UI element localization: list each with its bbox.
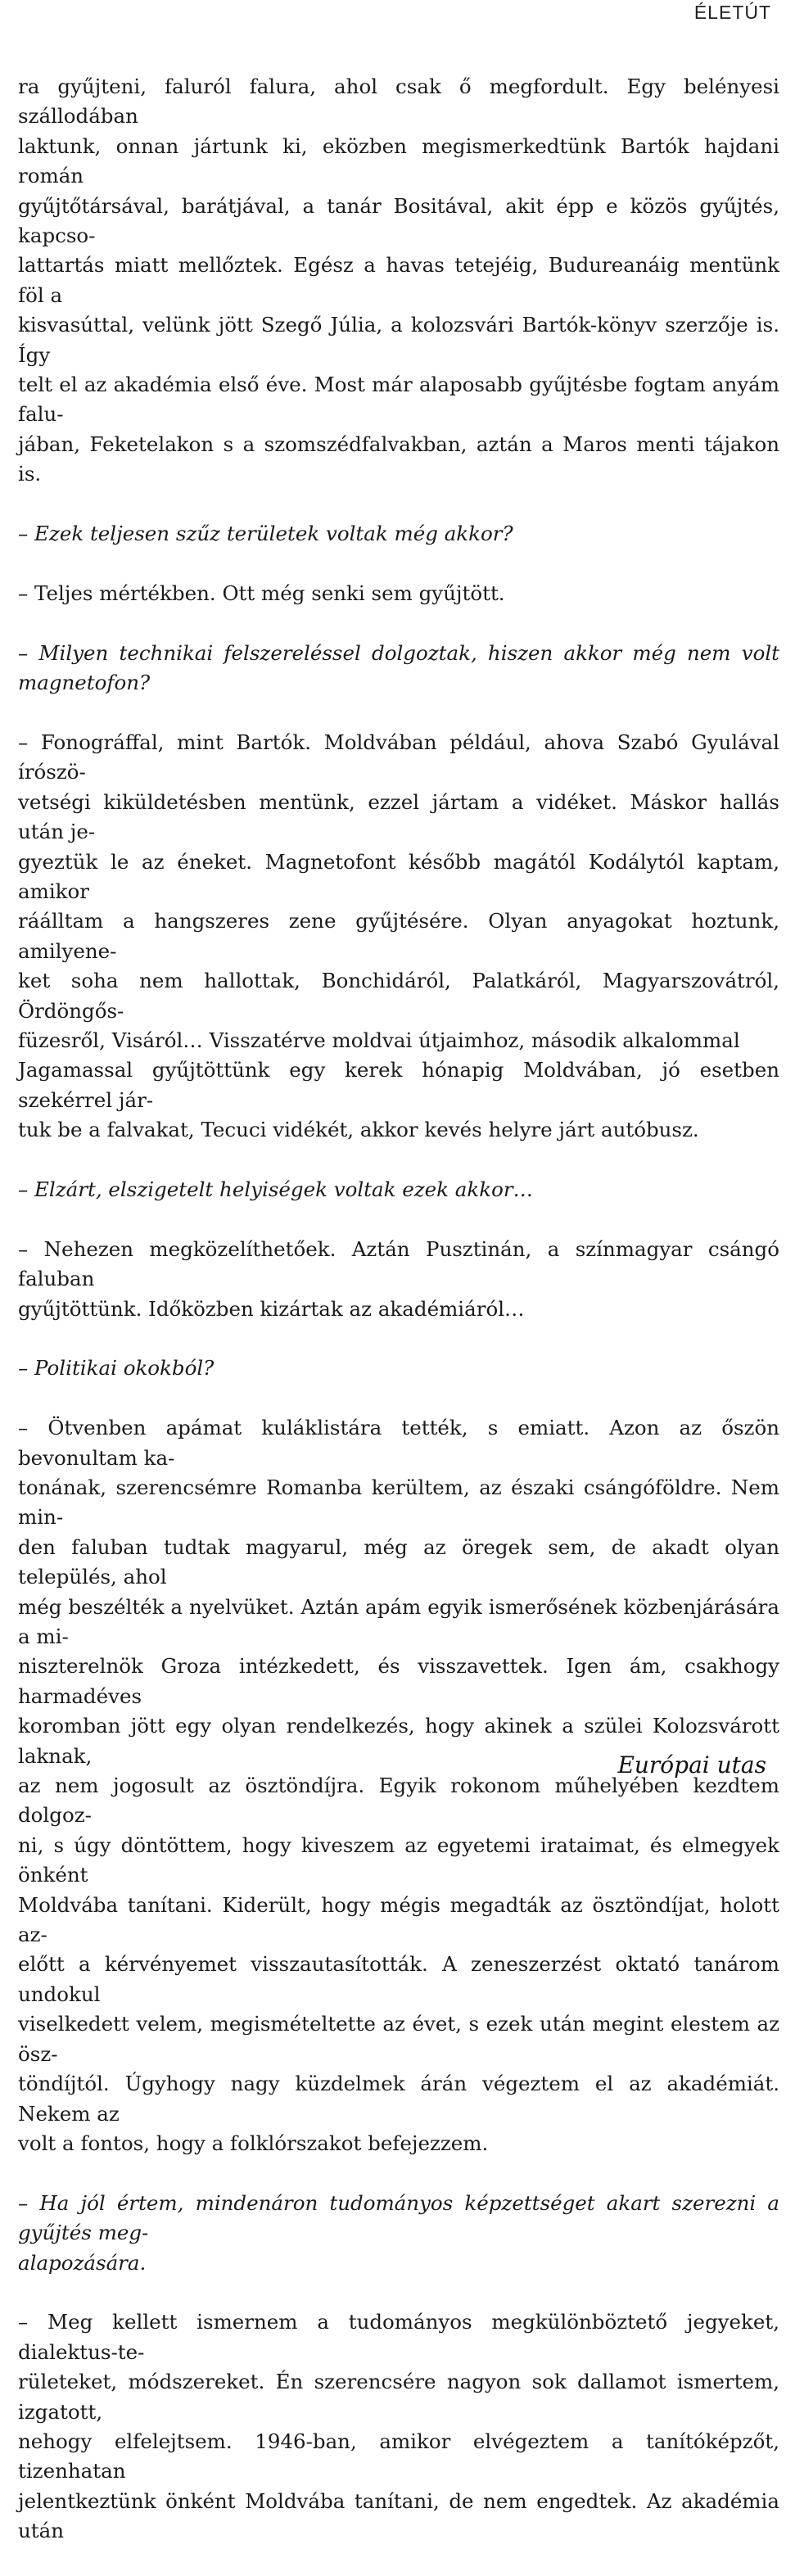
- paragraph-question: – Ha jól értem, mindenáron tudományos képzettséget akart szerezni a gyűjtés meg- alapozására.: [18, 2190, 779, 2275]
- paragraph-answer: – Teljes mértékben. Ott még senki sem gyűjtött.: [18, 581, 505, 605]
- page-body: [18, 72, 779, 2576]
- paragraph-answer: – Nehezen megközelíthetőek. Aztán Pusztinán, a színmagyar csángó faluban gyűjtöttünk. Időközben kizártak az akadémiáról…: [18, 1236, 779, 1321]
- paragraph-question: – Ezek teljesen szűz területek voltak még akkor?: [18, 522, 513, 546]
- paragraph-answer: – Meg kellett ismernem a tudományos megkülönböztető jegyeket, dialektus-te- rületeket, módszereket. Én szerencsére nagyon sok dallamot ismertem, izgatott, nehogy elfelejtsem. 1946-ban, amikor elvégeztem a tanítóképzőt, tizenhatan jelentkeztünk önként Moldvába tanítani, de nem engedtek. Az akadémia után: [18, 2310, 779, 2543]
- paragraph-answer: – Ötvenben apámat kuláklistára tették, s emiatt. Azon az őszön bevonultam ka- tonának, szerencsémre Romanba kerültem, az északi csángóföldre. Nem min- den faluban tudtak magyarul, még az öregek sem, de akadt olyan település, ahol még beszélték a nyelvüket. Aztán apám egyik ismerősének közbenjárására a mi- niszterelnök Groza intézkedett, és visszavettek. Igen ám, csakhogy harmadéves koromban jött egy olyan rendelkezés, hogy akinek a szülei Kolozsvárott laknak, az nem jogosult az ösztöndíjra. Egyik rokonom műhelyében kezdtem dolgoz- ni, s úgy döntöttem, hogy kiveszem az egyetemi irataimat, és elmegyek önként Moldvába tanítani. Kiderült, hogy mégis megadták az ösztöndíjat, holott az- előtt a kérvényemet visszautasították. A zeneszerzést oktató tanárom undokul viselkedett velem, megismételtette az évet, s ezek után megint elestem az ösz- töndíjtól. Úgyhogy nagy küzdelmek árán végeztem el az akadémiát. Nekem az volt a fontos, hogy a folklórszakot befejezzem.: [18, 1416, 779, 2155]
- paragraph-answer: ra gyűjteni, faluról falura, ahol csak ő megfordult. Egy belényesi szállodában laktunk, onnan jártunk ki, eközben megismerkedtünk Bartók hajdani román gyűjtőtársával, barátjával, a tanár Bositával, akit épp e közös gyűjtés, kapcso- lattartás miatt mellőztek. Egész a havas tetejéig, Budureanáig mentünk föl a kisvasúttal, velünk jött Szegő Júlia, a kolozsvári Bartók-könyv szerzője is. Így telt el az akadémia első éve. Most már alaposabb gyűjtésbe fogtam anyám falu- jában, Feketelakon s a szomszédfalvakban, aztán a Maros menti tájakon is.: [18, 75, 779, 486]
- paragraph-answer: – Fonográffal, mint Bartók. Moldvában például, ahova Szabó Gyulával írószö- vetségi kiküldetésben mentünk, ezzel jártam a vidéket. Máskor hallás után je- gyeztük le az éneket. Magnetofont később magától Kodálytól kaptam, amikor ráálltam a hangszeres zene gyűjtésére. Olyan anyagokat hoztunk, amilyene- ket soha nem hallottak, Bonchidáról, Palatkáról, Magyarszovátról, Ördöngős- füzesről, Visáról… Visszatérve moldvai útjaimhoz, második alkalommal Jagamassal gyűjtöttünk egy kerek hónapig Moldvában, jó esetben szekérrel jár- tuk be a falvakat, Tecuci vidékét, akkor kevés helyre járt autóbusz.: [18, 730, 779, 1142]
- paragraph-question: – Politikai okokból?: [18, 1356, 215, 1381]
- paragraph-question: – Elzárt, elszigetelt helyiségek voltak ezek akkor…: [18, 1177, 534, 1201]
- running-footer: Európai utas: [617, 1751, 766, 1778]
- running-header: ÉLETÚT: [693, 2, 771, 23]
- paragraph-question: – Milyen technikai felszereléssel dolgoztak, hiszen akkor még nem volt magnetofon?: [18, 640, 779, 695]
